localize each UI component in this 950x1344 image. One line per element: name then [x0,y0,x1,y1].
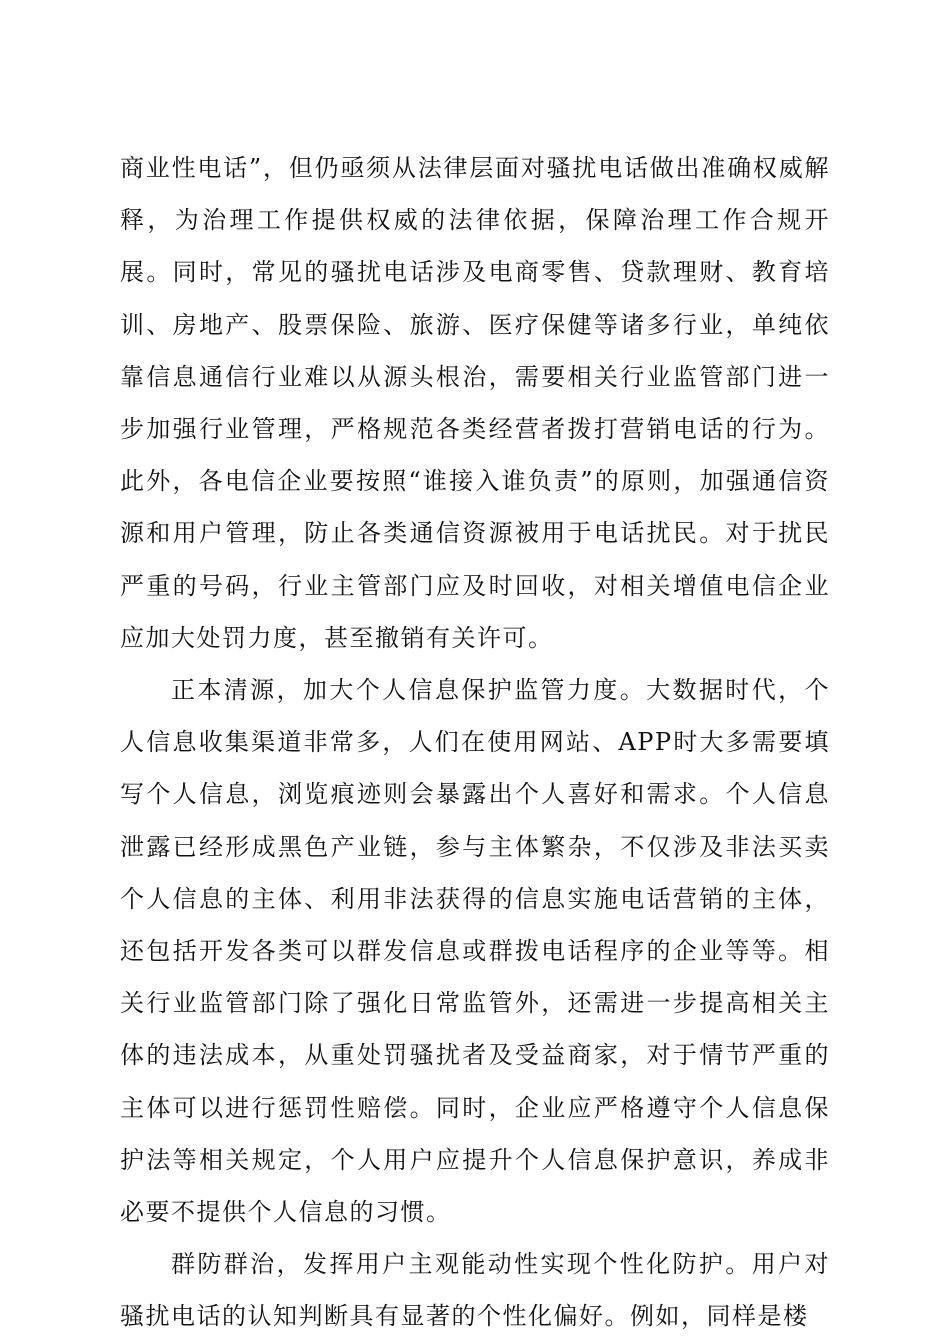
paragraph-3: 群防群治，发挥用户主观能动性实现个性化防护。用户对骚扰电话的认知判断具有显著的个性化偏好。例如，同样是楼 [120,1250,830,1331]
paragraph-1: 商业性电话”，但仍亟须从法律层面对骚扰电话做出准确权威解释，为治理工作提供权威的法律依据，保障治理工作合规开展。同时，常见的骚扰电话涉及电商零售、贷款理财、教育培训、房地产、股票保险、旅游、医疗保健等诸多行业，单纯依靠信息通信行业难以从源头根治，需要相关行业监管部门进一步加强行业管理，严格规范各类经营者拨打营销电话的行为。此外，各电信企业要按照“谁接入谁负责”的原则，加强通信资源和用户管理，防止各类通信资源被用于电话扰民。对于扰民严重的号码，行业主管部门应及时回收，对相关增值电信企业应加大处罚力度，甚至撤销有关许可。 [120,154,830,652]
paragraph-2: 正本清源，加大个人信息保护监管力度。大数据时代，个人信息收集渠道非常多，人们在使用网站、APP时大多需要填写个人信息，浏览痕迹则会暴露出个人喜好和需求。个人信息泄露已经形成黑色产业链，参与主体繁杂，不仅涉及非法买卖个人信息的主体、利用非法获得的信息实施电话营销的主体，还包括开发各类可以群发信息或群拨电话程序的企业等等。相关行业监管部门除了强化日常监管外，还需进一步提高相关主体的违法成本，从重处罚骚扰者及受益商家，对于情节严重的主体可以进行惩罚性赔偿。同时，企业应严格遵守个人信息保护法等相关规定，个人用户应提升个人信息保护意识，养成非必要不提供个人信息的习惯。 [120,676,830,1227]
document-body [120,142,830,1343]
